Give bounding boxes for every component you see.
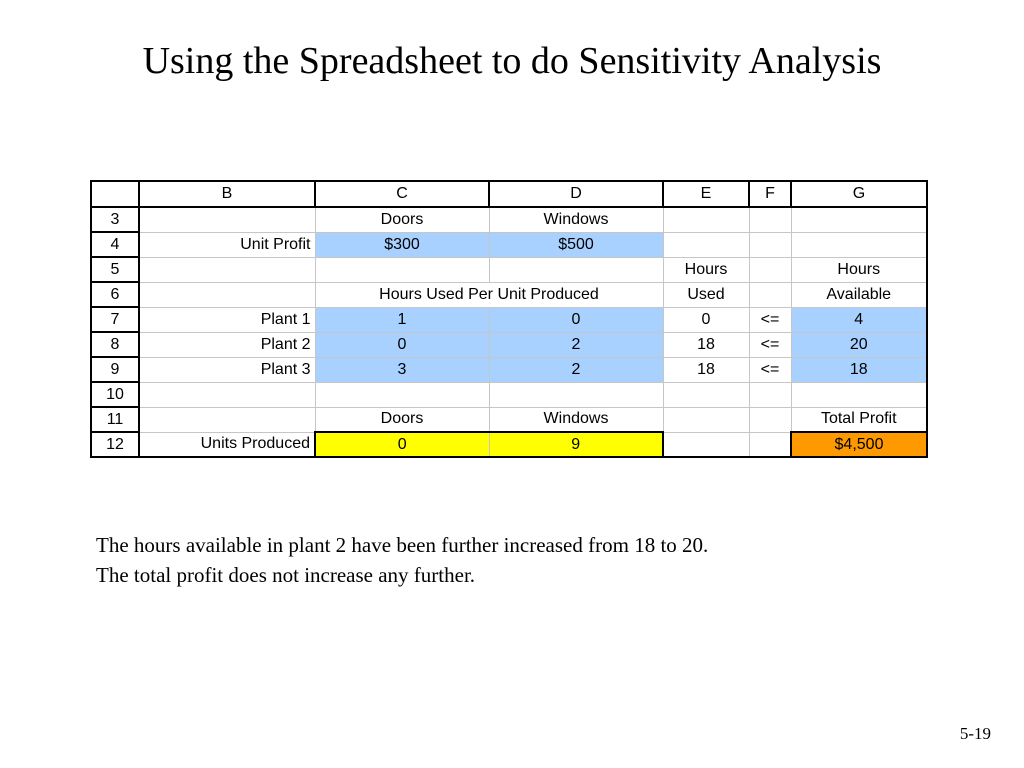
cell-c10[interactable] [315,382,489,407]
cell-c3[interactable]: Doors [315,207,489,232]
cell-f9[interactable]: <= [749,357,791,382]
cell-g9[interactable]: 18 [791,357,927,382]
table-row [91,207,927,232]
row-header[interactable]: 3 [91,207,139,232]
corner-cell[interactable] [91,181,139,207]
cell-d3[interactable]: Windows [489,207,663,232]
cell-c4[interactable]: $300 [315,232,489,257]
cell-e5[interactable]: Hours [663,257,749,282]
cell-f10[interactable] [749,382,791,407]
cell-b3[interactable] [139,207,315,232]
cell-g6[interactable]: Available [791,282,927,307]
cell-c6-d6[interactable]: Hours Used Per Unit Produced [315,282,663,307]
cell-c12[interactable]: 0 [315,432,489,457]
cell-f3[interactable] [749,207,791,232]
cell-f6[interactable] [749,282,791,307]
table-row [91,432,927,457]
table-row [91,282,927,307]
row-header[interactable]: 5 [91,257,139,282]
cell-b6[interactable] [139,282,315,307]
cell-b11[interactable] [139,407,315,432]
cell-e6[interactable]: Used [663,282,749,307]
table-row [91,232,927,257]
table-row [91,307,927,332]
table-row [91,257,927,282]
cell-f7[interactable]: <= [749,307,791,332]
cell-g4[interactable] [791,232,927,257]
row-header[interactable]: 4 [91,232,139,257]
cell-e3[interactable] [663,207,749,232]
cell-b5[interactable] [139,257,315,282]
spreadsheet [90,180,928,458]
row-header[interactable]: 10 [91,382,139,407]
cell-c11[interactable]: Doors [315,407,489,432]
column-header-g[interactable]: G [791,181,927,207]
table-row [91,357,927,382]
explanation-text [96,530,708,590]
cell-c9[interactable]: 3 [315,357,489,382]
cell-g11[interactable]: Total Profit [791,407,927,432]
cell-f4[interactable] [749,232,791,257]
cell-c5[interactable] [315,257,489,282]
cell-c8[interactable]: 0 [315,332,489,357]
cell-f5[interactable] [749,257,791,282]
table-row [91,407,927,432]
cell-g3[interactable] [791,207,927,232]
table-row [91,332,927,357]
cell-e4[interactable] [663,232,749,257]
cell-f12[interactable] [749,432,791,457]
cell-g5[interactable]: Hours [791,257,927,282]
cell-c7[interactable]: 1 [315,307,489,332]
cell-f8[interactable]: <= [749,332,791,357]
explanation-line-2: The total profit does not increase any further. [96,563,476,587]
table-row [91,382,927,407]
column-header-d[interactable]: D [489,181,663,207]
cell-e12[interactable] [663,432,749,457]
cell-d9[interactable]: 2 [489,357,663,382]
cell-b4[interactable]: Unit Profit [139,232,315,257]
column-header-e[interactable]: E [663,181,749,207]
row-header[interactable]: 7 [91,307,139,332]
row-header[interactable]: 11 [91,407,139,432]
row-header[interactable]: 9 [91,357,139,382]
cell-g10[interactable] [791,382,927,407]
cell-d10[interactable] [489,382,663,407]
cell-b7[interactable]: Plant 1 [139,307,315,332]
slide-number: 5-19 [959,724,991,743]
column-header-f[interactable]: F [749,181,791,207]
cell-d11[interactable]: Windows [489,407,663,432]
cell-d4[interactable]: $500 [489,232,663,257]
cell-d12[interactable]: 9 [489,432,663,457]
cell-b12[interactable]: Units Produced [139,432,315,457]
cell-d8[interactable]: 2 [489,332,663,357]
cell-b9[interactable]: Plant 3 [139,357,315,382]
row-header[interactable]: 12 [91,432,139,457]
cell-b8[interactable]: Plant 2 [139,332,315,357]
row-header[interactable]: 6 [91,282,139,307]
cell-e9[interactable]: 18 [663,357,749,382]
cell-d5[interactable] [489,257,663,282]
column-header-c[interactable]: C [315,181,489,207]
row-header[interactable]: 8 [91,332,139,357]
slide-title: Using the Spreadsheet to do Sensitivity Analysis [142,40,882,82]
cell-g8[interactable]: 20 [791,332,927,357]
column-header-row [91,181,927,207]
explanation-line-1: The hours available in plant 2 have been further increased from 18 to 20. [96,533,709,557]
cell-b10[interactable] [139,382,315,407]
cell-g7[interactable]: 4 [791,307,927,332]
cell-e7[interactable]: 0 [663,307,749,332]
cell-d7[interactable]: 0 [489,307,663,332]
column-header-b[interactable]: B [139,181,315,207]
cell-f11[interactable] [749,407,791,432]
cell-g12-total-profit[interactable]: $4,500 [791,432,927,457]
cell-e11[interactable] [663,407,749,432]
cell-e8[interactable]: 18 [663,332,749,357]
cell-e10[interactable] [663,382,749,407]
